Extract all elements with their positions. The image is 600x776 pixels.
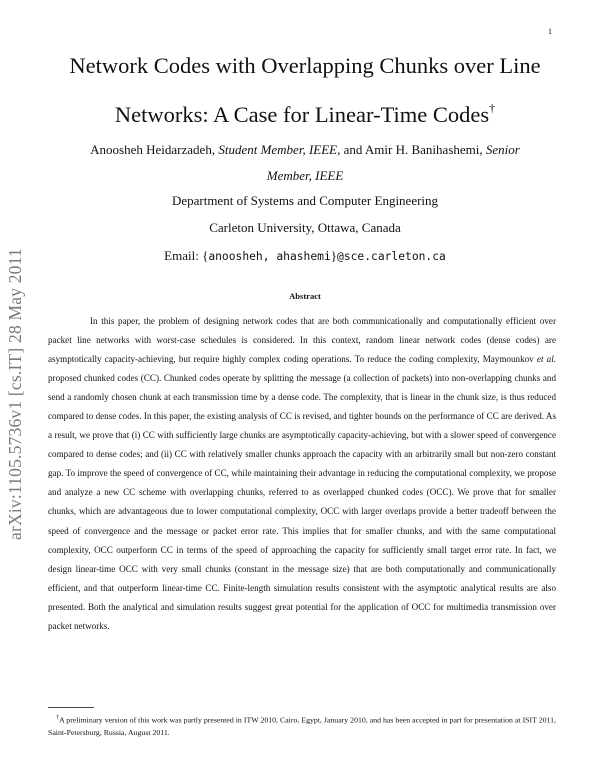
title-line-2: Networks: A Case for Linear-Time Codes: [114, 102, 490, 127]
arxiv-identifier-stamp: arXiv:1105.5736v1 [cs.IT] 28 May 2011: [5, 248, 25, 540]
abstract-heading: Abstract: [289, 291, 321, 301]
page-number: 1: [548, 27, 552, 36]
email-label: Email:: [164, 248, 203, 263]
department: Department of Systems and Computer Engineering: [171, 193, 439, 208]
author-1-role: Student Member, IEEE: [218, 142, 338, 157]
author-1-name: Anoosheh Heidarzadeh,: [90, 142, 216, 157]
email-line: [40, 248, 570, 264]
author-2-role-part-2: Member, IEEE: [266, 168, 344, 183]
paper-title: [40, 45, 570, 136]
abstract-body: [48, 312, 556, 636]
title-line-1: Network Codes with Overlapping Chunks over Line: [69, 53, 541, 78]
email-close-brace: }: [330, 248, 338, 263]
abstract-text-part-2: proposed chunked codes (CC). Chunked codes operate by splitting the message (a collection of packets) into non-overlapping chunks and send a randomly chosen chunk at each transmission time by a dense code. The complexity, that is linear in the chunk size, is thus reduced compared to dense codes. In this paper, the existing analysis of CC is revised, and tighter bounds on the performance of CC are derived. As a result, we prove that (i) CC with sufficiently large chunks are asymptotically capacity-achieving, but with a slower speed of convergence compared to dense codes; and (ii) CC with relatively smaller chunks approach the capacity with an arbitrarily small but non-zero constant gap. To improve the speed of convergence of CC, while maintaining their advantage in reducing the computational complexity, we propose and analyze a new CC scheme with overlapping chunks, referred to as overlapped chunked codes (OCC). We prove that for smaller chunks, which are advantageous due to lower computational complexity, OCC with larger overlaps provide a better tradeoff between the speed of convergence and the message or packet error rate. This implies that for smaller chunks, and with the same computational complexity, OCC outperform CC in terms of the speed of approaching the capacity for sufficiently small target error rate. In fact, we design linear-time OCC with very small chunks (constant in the message size) that are both computationally and communicationally efficient, and that outperform linear-time CC. Finite-length simulation results consistent with the asymptotic analytical results are also presented. Both the analytical and simulation results suggest great potential for the application of OCC for multimedia transmission over packet networks.: [48, 373, 556, 631]
author-joiner: , and Amir H. Banihashemi,: [337, 142, 483, 157]
abstract-et-al: et al.: [536, 354, 556, 365]
footnote-text: A preliminary version of this work was partly presented in ITW 2010, Cairo, Egypt, January 2010, and has been accepted in part for presentation at ISIT 2011, Saint-Petersburg, Russia, August 2011.: [48, 715, 557, 738]
university: Carleton University, Ottawa, Canada: [209, 220, 401, 235]
footnote-rule: [48, 707, 94, 708]
email-open-brace: {: [202, 248, 209, 263]
footnote-marker: †: [56, 715, 60, 721]
email-users: anoosheh, ahashemi: [208, 250, 331, 263]
author-2-role-part-1: Senior: [485, 142, 520, 157]
email-domain: @sce.carleton.ca: [337, 250, 446, 263]
author-list: [40, 137, 570, 189]
footnote: [48, 712, 556, 740]
abstract-text-part-1: In this paper, the problem of designing network codes that are both communicationally and computationally efficient over packet line networks with worst-case schedules is considered. In this context, random linear network codes (dense codes) are asymptotically capacity-achieving, but require highly complex coding operations. To reduce the coding complexity, Maymounkov: [48, 316, 556, 365]
title-dagger: †: [489, 101, 496, 115]
